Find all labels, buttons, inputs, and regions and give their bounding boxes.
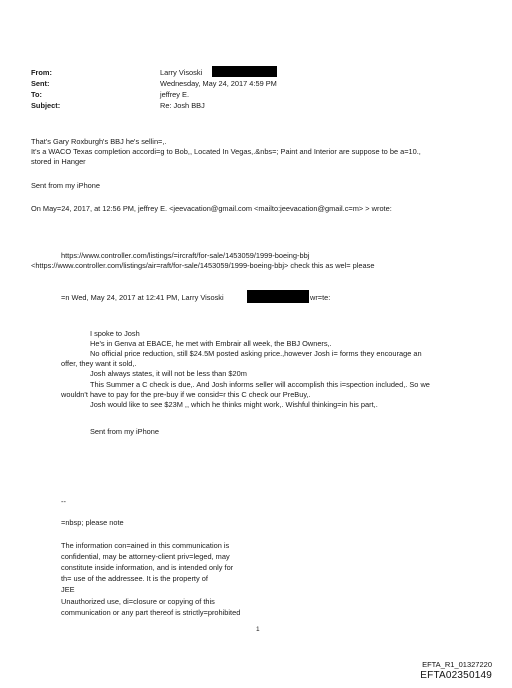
page-number: 1 <box>256 626 260 633</box>
confidentiality-line: constitute inside information, and is intended only for <box>61 563 234 572</box>
body-line: stored in Hanger <box>31 157 86 166</box>
confidentiality-line: JEE <box>61 585 75 594</box>
nested-line: offer, they want it sold,. <box>61 359 137 368</box>
quote-intro: On May=24, 2017, at 12:56 PM, jeffrey E. <jeevacation@gmail.com <mailto:jeevacation@gmail.c=m> > wrote: <box>31 204 392 213</box>
sent-from-line: Sent from my iPhone <box>90 427 160 436</box>
redaction-bar <box>212 66 277 77</box>
url-line: https://www.controller.com/listings/=ircraft/for-sale/1453059/1999-boeing-bbj <box>61 251 310 260</box>
confidentiality-line: th= use of the addressee. It is the property of <box>61 574 208 583</box>
to-value: jeffrey E. <box>160 90 190 99</box>
nested-intro: =n Wed, May 24, 2017 at 12:41 PM, Larry Visoski <box>61 293 224 302</box>
confidentiality-line: confidential, may be attorney-client priv=leged, may <box>61 552 230 561</box>
nested-intro-end: wr=te: <box>310 293 331 302</box>
confidentiality-line: The information con=ained in this communication is <box>61 541 230 550</box>
confidentiality-line: communication or any part thereof is strictly=prohibited <box>61 608 241 617</box>
confidentiality-line: Unauthorized use, di=closure or copying of this <box>61 597 215 606</box>
subject-value: Re: Josh BBJ <box>160 101 205 110</box>
document-id-large: EFTA02350149 <box>420 670 492 681</box>
sent-from-line: Sent from my iPhone <box>31 181 101 190</box>
nested-line: Josh would like to see $23M ,, which he thinks might work,. Wishful thinking=in his part,. <box>90 400 378 409</box>
from-label: From: <box>31 68 52 77</box>
signature-dash: -- <box>61 497 66 506</box>
nested-line: wouldn't have to pay for the pre-buy if we consid=r this C check our PreBuy,. <box>61 390 311 399</box>
nested-line: I spoke to Josh <box>90 329 140 338</box>
subject-label: Subject: <box>31 101 61 110</box>
url-line: <https://www.controller.com/listings/air=raft/for-sale/1453059/1999-boeing-bbj> check this as wel= please <box>31 261 375 270</box>
nested-line: He's in Genva at EBACE, he met with Embrair all week, the BBJ Owners,. <box>90 339 332 348</box>
redaction-bar <box>247 290 309 303</box>
nested-line: This Summer a C check is due,. And Josh informs seller will accomplish this i=spection included,. So we <box>90 380 430 389</box>
document-id-small: EFTA_R1_01327220 <box>422 660 492 669</box>
sent-label: Sent: <box>31 79 50 88</box>
please-note: =nbsp; please note <box>61 518 124 527</box>
nested-line: Josh always states, it will not be less than $20m <box>90 369 247 378</box>
body-line: It's a WACO Texas completion accordi=g to Bob,, Located In Vegas,.&nbs=; Paint and Interior are suppose to be a=10., <box>31 147 421 156</box>
from-value: Larry Visoski <box>160 68 203 77</box>
body-line: That's Gary Roxburgh's BBJ he's sellin=,. <box>31 137 167 146</box>
nested-line: No official price reduction, still $24.5M posted asking price.,however Josh i= forms they encourage an <box>90 349 422 358</box>
to-label: To: <box>31 90 42 99</box>
sent-value: Wednesday, May 24, 2017 4:59 PM <box>160 79 277 88</box>
